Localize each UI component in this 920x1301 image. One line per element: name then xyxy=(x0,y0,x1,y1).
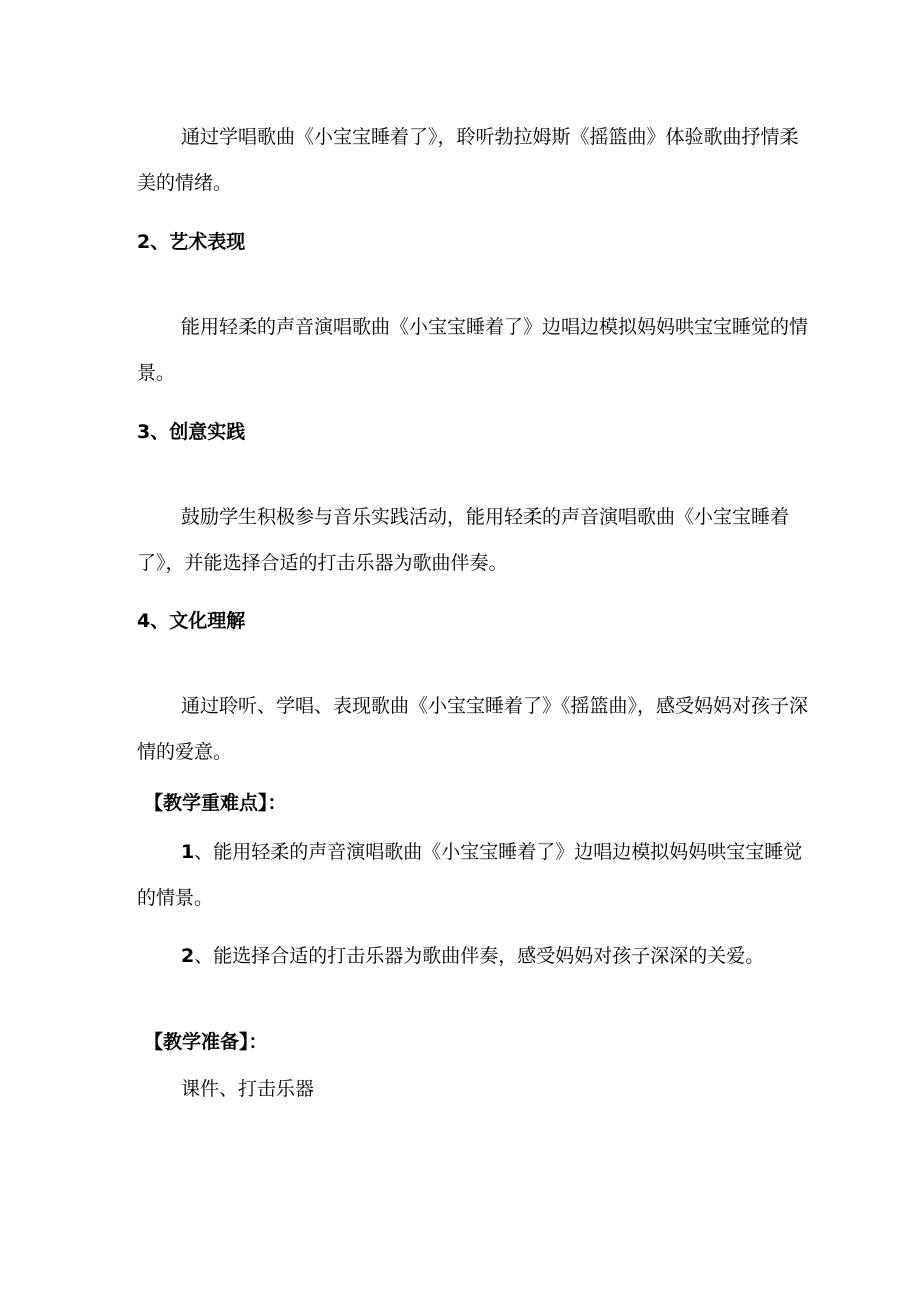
paragraph-creative-practice: 鼓励学生积极参与音乐实践活动，能用轻柔的声音演唱歌曲《小宝宝睡着了》，并能选择合适的打击乐器为歌曲伴奏。 xyxy=(137,506,790,574)
paragraph-aesthetic-perception: 通过学唱歌曲《小宝宝睡着了》，聆听勃拉姆斯《摇篮曲》体验歌曲抒情柔美的情绪。 xyxy=(137,126,799,194)
preparation-title: 【教学准备】： xyxy=(144,1031,268,1053)
paragraph-cultural-understanding: 通过聆听、学唱、表现歌曲《小宝宝睡着了》《摇篮曲》，感受妈妈对孩子深情的爱意。 xyxy=(137,695,809,763)
key-point-text: 、能用轻柔的声音演唱歌曲《小宝宝睡着了》边唱边模拟妈妈哄宝宝睡觉的情景。 xyxy=(137,841,803,909)
key-point-item-1 xyxy=(137,829,817,921)
key-points-title: 【教学重难点】： xyxy=(144,792,287,814)
preparation-text: 课件、打击乐器 xyxy=(181,1078,315,1100)
paragraph-artistic-expression: 能用轻柔的声音演唱歌曲《小宝宝睡着了》边唱边模拟妈妈哄宝宝睡觉的情景。 xyxy=(137,316,809,384)
key-point-text: 、能选择合适的打击乐器为歌曲伴奏，感受妈妈对孩子深深的关爱。 xyxy=(194,945,765,967)
heading-creative-practice: 3、创意实践 xyxy=(137,421,246,443)
heading-cultural-understanding: 4、文化理解 xyxy=(137,610,246,632)
key-point-item-2 xyxy=(137,933,817,979)
key-point-number: 2 xyxy=(181,945,195,967)
heading-artistic-expression: 2、艺术表现 xyxy=(137,231,246,253)
key-point-number: 1 xyxy=(181,841,195,863)
